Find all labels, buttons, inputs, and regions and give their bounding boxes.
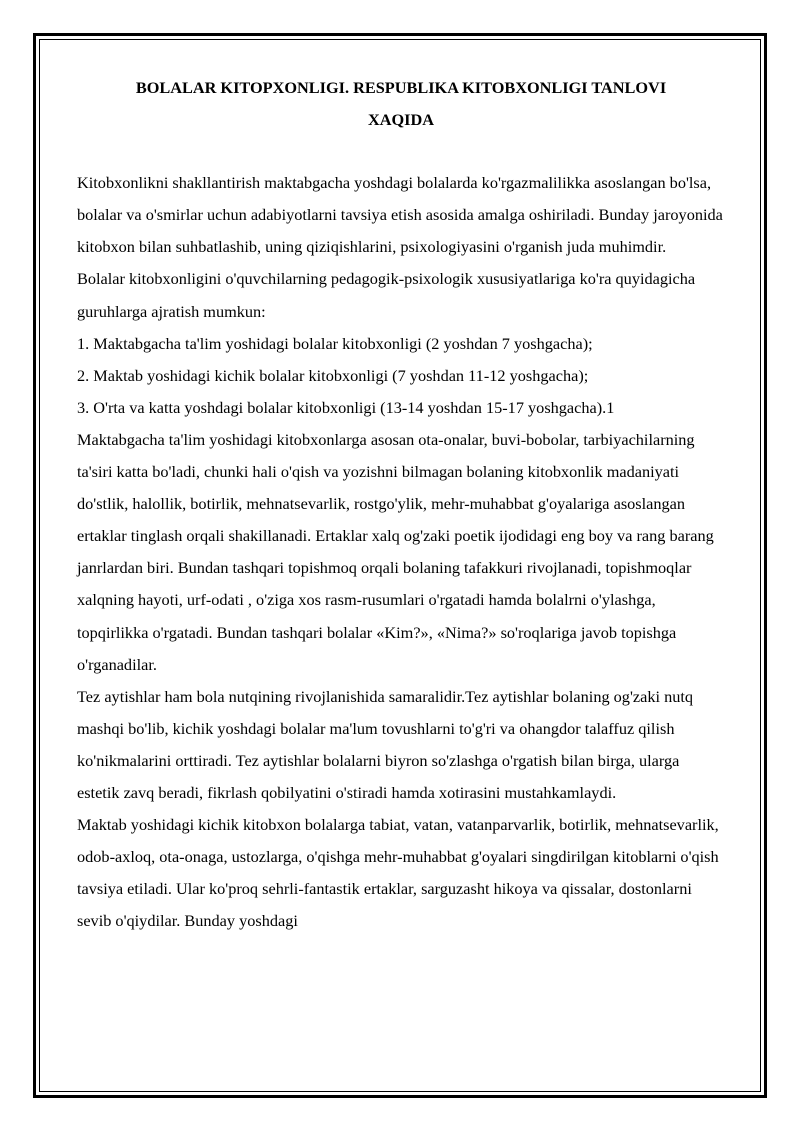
document-body	[77, 72, 725, 937]
list-item-2: 2. Maktab yoshidagi kichik bolalar kitobxonligi (7 yoshdan 11-12 yoshgacha);	[77, 365, 589, 385]
title-line-2: XAQIDA	[367, 110, 435, 130]
paragraph-tongue-twisters: Tez aytishlar ham bola nutqining rivojlanishida samaralidir.Tez aytishlar bolaning og'zaki nutq mashqi bo'lib, kichik yoshdagi bolalar ma'lum tovushlarni to'g'ri va ohangdor talaffuz qilish ko'nikmalarini orttiradi. Tez aytishlar bolalarni biyron so'zlashga o'rgatish bilan birga, ularga estetik zavq beradi, fikrlash qobilyatini o'stiradi hamda xotirasini mustahkamlaydi.	[77, 686, 694, 802]
paragraph-intro: Kitobxonlikni shakllantirish maktabgacha yoshdagi bolalarda ko'rgazmalilikka asoslangan bo'lsa, bolalar va o'smirlar uchun adabiyotlarni tavsiya etish asosida amalga oshiriladi. Bunday jaroyonida kitobxon bilan suhbatlashib, uning qiziqishlarini, psixologiyasini o'rganish juda muhimdir.	[77, 173, 723, 257]
paragraph-groups: Bolalar kitobxonligini o'quvchilarning pedagogik-psixologik xususiyatlariga ko'ra quyidagicha guruhlarga ajratish mumkun:	[77, 269, 696, 321]
paragraph-school-age: Maktab yoshidagi kichik kitobxon bolalarga tabiat, vatan, vatanparvarlik, botirlik, mehnatsevarlik, odob-axloq, ota-onaga, ustozlarga, o'qishga mehr-muhabbat g'oyalari singdirilgan kitoblarni o'qish tavsiya etiladi. Ular ko'proq sehrli-fantastik ertaklar, sarguzasht hikoya va qissalar, dostonlarni sevib o'qiydilar. Bunday yoshdagi	[77, 815, 719, 931]
list-item-1: 1. Maktabgacha ta'lim yoshidagi bolalar kitobxonligi (2 yoshdan 7 yoshgacha);	[77, 333, 593, 353]
paragraph-preschool: Maktabgacha ta'lim yoshidagi kitobxonlarga asosan ota-onalar, buvi-bobolar, tarbiyachilarning ta'siri katta bo'ladi, chunki hali o'qish va yozishni bilmagan bolaning kitobxonlik madaniyati do'stlik, halollik, botirlik, mehnatsevarlik, rostgo'ylik, mehr-muhabbat g'oyalariga asoslangan ertaklar tinglash orqali shakillanadi. Ertaklar xalq og'zaki poetik ijodidagi eng boy va rang barang janrlardan biri. Bundan tashqari topishmoq orqali bolaning tafakkuri rivojlanadi, topishmoqlar xalqning hayoti, urf-odati , o'ziga xos rasm-rusumlari o'rgatadi hamda bolalrni o'ylashga, topqirlikka o'rgatadi. Bundan tashqari bolalar «Kim?», «Nima?» so'roqlariga javob topishga o'rganadilar.	[77, 429, 714, 674]
list-item-3: 3. O'rta va katta yoshdagi bolalar kitobxonligi (13-14 yoshdan 15-17 yoshgacha).1	[77, 397, 615, 417]
document-title	[77, 72, 725, 136]
title-line-1: BOLALAR KITOPXONLIGI. RESPUBLIKA KITOBXONLIGI TANLOVI	[135, 78, 667, 97]
